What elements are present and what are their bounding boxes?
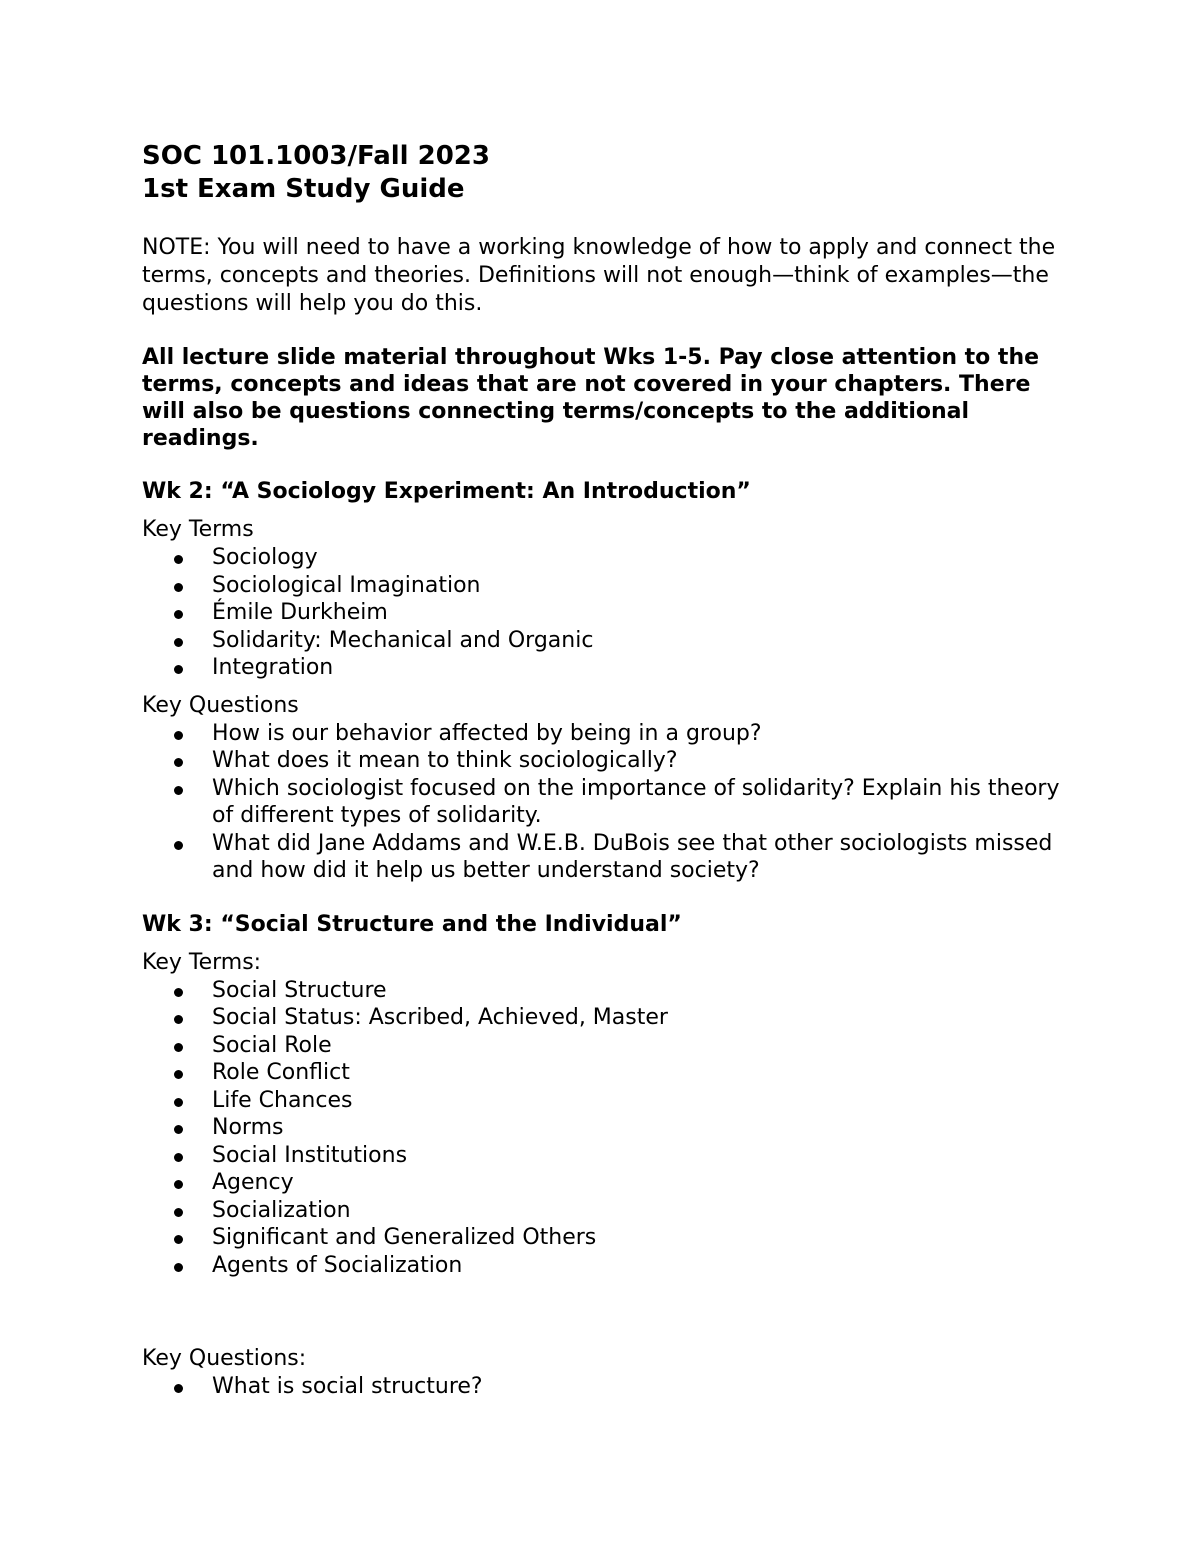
bullet-icon <box>174 555 183 564</box>
list-item: Sociological Imagination <box>142 572 1072 600</box>
title-course: SOC 101.1003/Fall 2023 <box>142 141 490 171</box>
list-item: Which sociologist focused on the importance of solidarity? Explain his theory of different types of solidarity. <box>142 775 1072 830</box>
list-item: What did Jane Addams and W.E.B. DuBois see that other sociologists missed and how did it help us better understand society? <box>142 830 1072 885</box>
list-item: What is social structure? <box>142 1373 1072 1401</box>
bullet-icon <box>174 988 183 997</box>
week3-terms-label: Key Terms: <box>142 949 262 975</box>
document-title <box>142 140 1072 206</box>
list-item: Socialization <box>142 1197 1072 1225</box>
bullet-icon <box>174 1235 183 1244</box>
blank-space <box>142 1279 1072 1333</box>
list-item: Solidarity: Mechanical and Organic <box>142 627 1072 655</box>
bullet-icon <box>174 841 183 850</box>
title-guide: 1st Exam Study Guide <box>142 174 465 204</box>
week2-terms-label: Key Terms <box>142 517 254 542</box>
lecture-material-note: All lecture slide material throughout Wks 1-5. Pay close attention to the terms, concepts and ideas that are not covered in your chapters. There will also be questions connecting terms/concepts to the additional readings. <box>142 345 1040 451</box>
week3-questions-label: Key Questions: <box>142 1346 307 1371</box>
bullet-icon <box>174 610 183 619</box>
list-item: Role Conflict <box>142 1059 1072 1087</box>
week3-heading: Wk 3: “Social Structure and the Individual” <box>142 911 682 937</box>
list-item: Integration <box>142 654 1072 682</box>
list-item: Social Structure <box>142 977 1072 1005</box>
list-item: Agents of Socialization <box>142 1252 1072 1280</box>
bullet-icon <box>174 1180 183 1189</box>
list-item: Agency <box>142 1169 1072 1197</box>
list-item: Significant and Generalized Others <box>142 1224 1072 1252</box>
week3-questions-list <box>142 1373 1072 1401</box>
bullet-icon <box>174 1384 183 1393</box>
bullet-icon <box>174 1098 183 1107</box>
list-item: Émile Durkheim <box>142 599 1072 627</box>
bullet-icon <box>174 1070 183 1079</box>
bullet-icon <box>174 1263 183 1272</box>
list-item: Social Role <box>142 1032 1072 1060</box>
week2-heading: Wk 2: “A Sociology Experiment: An Introduction” <box>142 479 751 504</box>
bullet-icon <box>174 638 183 647</box>
week3-terms-list <box>142 977 1072 1280</box>
bullet-icon <box>174 1153 183 1162</box>
week2-terms-list <box>142 544 1072 682</box>
bullet-icon <box>174 1125 183 1134</box>
bullet-icon <box>174 758 183 767</box>
list-item: Social Status: Ascribed, Achieved, Master <box>142 1004 1072 1032</box>
week2-questions-label: Key Questions <box>142 692 299 718</box>
bullet-icon <box>174 665 183 674</box>
study-guide-page <box>142 140 1072 1401</box>
week2-questions-list <box>142 720 1072 885</box>
note-paragraph: NOTE: You will need to have a working knowledge of how to apply and connect the terms, concepts and theories. Definitions will not enough—think of examples—the questions will help you do this. <box>142 235 1056 316</box>
bullet-icon <box>174 1015 183 1024</box>
list-item: Social Institutions <box>142 1142 1072 1170</box>
list-item: How is our behavior affected by being in a group? <box>142 720 1072 748</box>
list-item: What does it mean to think sociologically? <box>142 747 1072 775</box>
bullet-icon <box>174 731 183 740</box>
bullet-icon <box>174 1208 183 1217</box>
bullet-icon <box>174 786 183 795</box>
bullet-icon <box>174 583 183 592</box>
bullet-icon <box>174 1043 183 1052</box>
list-item: Life Chances <box>142 1087 1072 1115</box>
list-item: Norms <box>142 1114 1072 1142</box>
list-item: Sociology <box>142 544 1072 572</box>
